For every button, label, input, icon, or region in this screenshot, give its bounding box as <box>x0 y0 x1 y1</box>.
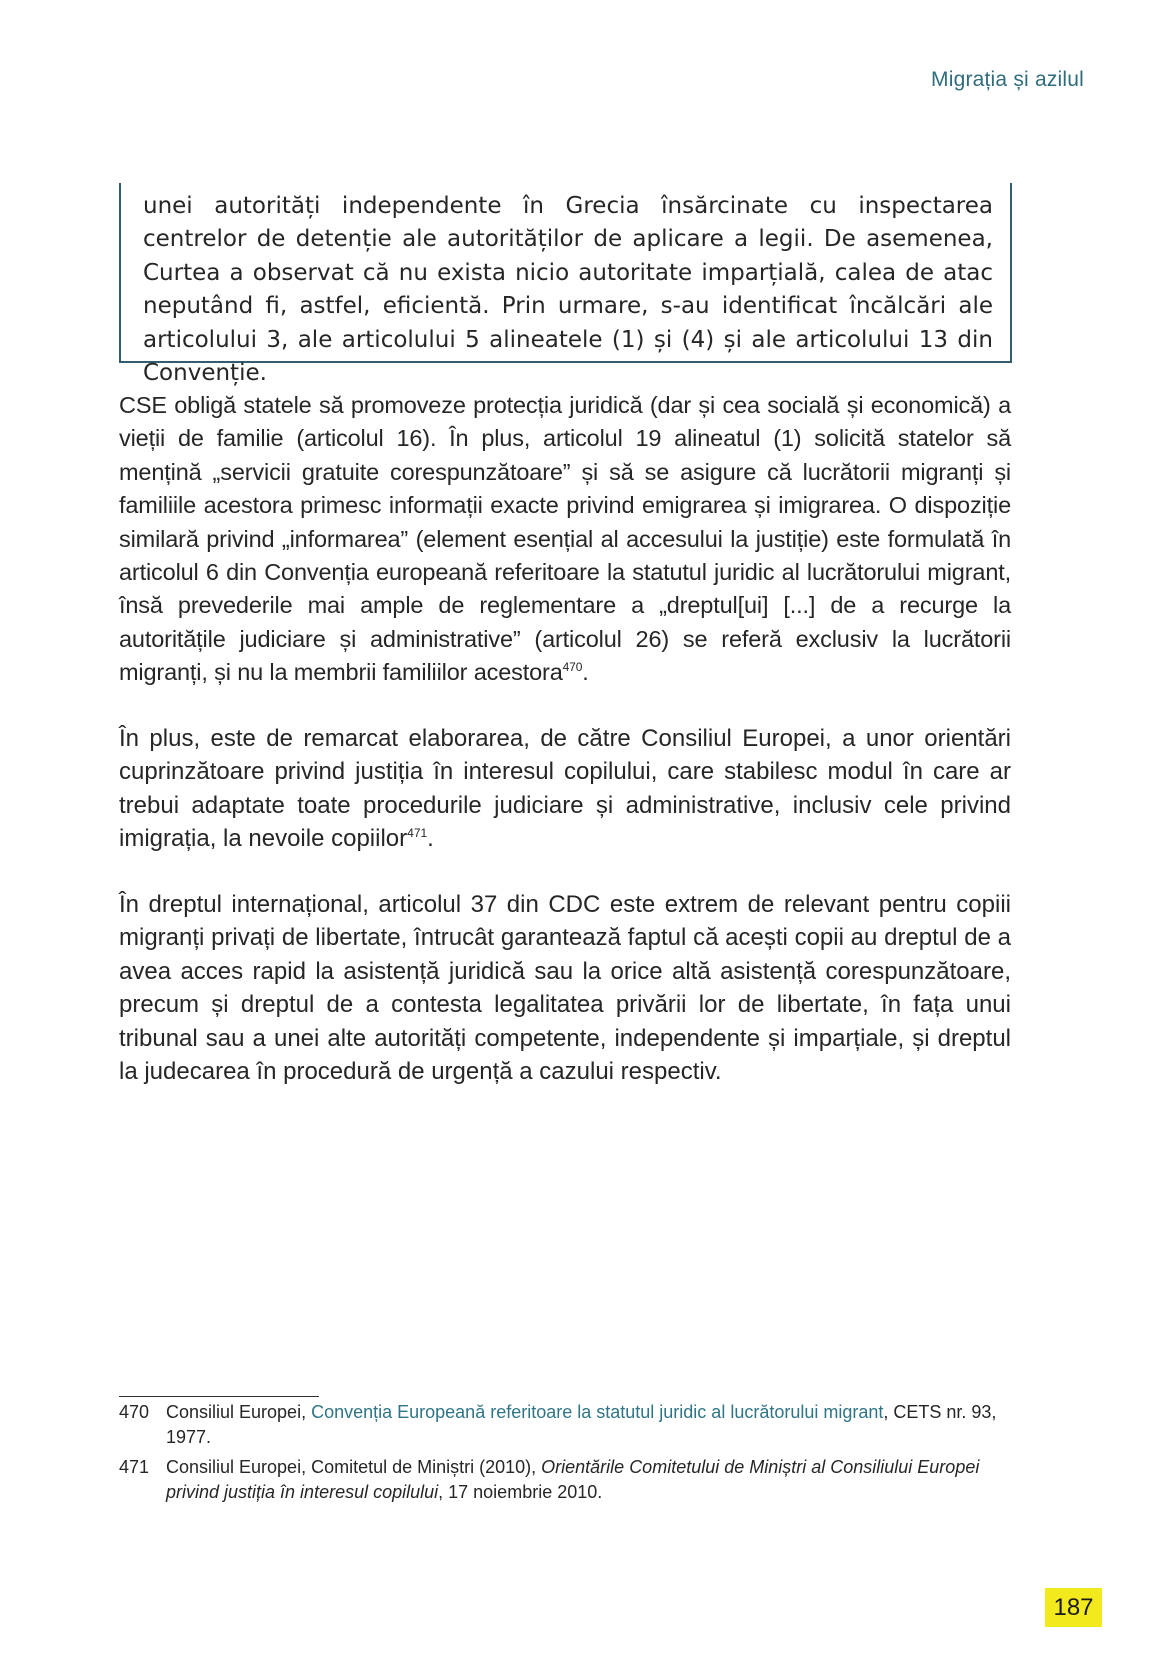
footnote-italic-title: Orientările Comitetului de Miniștri al Consiliului Europei privind justiția în interesul copilului <box>166 1457 980 1502</box>
paragraph-cse <box>119 389 1011 690</box>
paragraph-council-guidelines-end: . <box>427 825 434 853</box>
paragraph-cse-end: . <box>582 659 589 686</box>
running-header: Migrația și azilul <box>931 68 1084 91</box>
footnote-ref-471[interactable]: 471 <box>407 826 428 841</box>
footnote-number: 471 <box>119 1457 150 1477</box>
page-number-badge: 187 <box>1045 1588 1102 1627</box>
footnote-body <box>166 1400 1019 1450</box>
footnote-prefix: Consiliul Europei, <box>166 1402 312 1422</box>
paragraph-council-guidelines <box>119 722 1011 856</box>
footnote-prefix: Consiliul Europei, Comitetul de Miniștri (2010), <box>166 1457 542 1477</box>
footnote-number: 470 <box>119 1402 150 1422</box>
paragraph-international-law: În dreptul internațional, articolul 37 din CDC este extrem de relevant pentru copiii migranți privați de libertate, întrucât garantează faptul că acești copii au dreptul de a avea acces rapid la asistență juridică sau la orice altă asistență corespunzătoare, precum și dreptul de a contesta legalitatea privării lor de libertate, în fața unui tribunal sau a unei alte autorități competente, independente și imparțiale, și dreptul la judecarea în procedură de urgență a cazului respectiv. <box>119 891 1011 1086</box>
paragraph-council-guidelines-text: În plus, este de remarcat elaborarea, de către Consiliul Europei, a unor orientări cuprinzătoare privind justiția în interesul copilului, care stabilesc modul în care ar trebui adaptate toate procedurile judiciare și administrative, inclusiv cele privind imigrația, la nevoile copiilor <box>119 725 1011 853</box>
footnote-divider <box>119 1396 319 1397</box>
footnote-suffix: , 17 noiembrie 2010. <box>438 1482 603 1502</box>
paragraph-cse-text: CSE obligă statele să promoveze protecția juridică (dar și cea socială și economică) a vieții de familie (articolul 16). În plus, articolul 19 alineatul (1) solicită statelor să mențină „servicii gratuite corespunzătoare” și să se asigure că lucrătorii migranți și familiile acestora primesc informații exacte privind emigrarea și imigrarea. O dispoziție similară privind „informarea” (element esențial al accesului la justiție) este formulată în articolul 6 din Convenția europeană referitoare la statutul juridic al lucrătorului migrant, însă prevederile mai ample de reglementare a „dreptul[ui] [...] de a recurge la autoritățile judiciare și administrative” (articolul 26) se referă exclusiv la lucrătorii migranți, și nu la membrii familiilor acestora <box>119 392 1011 686</box>
footnote-ref-470[interactable]: 470 <box>562 660 583 675</box>
case-box <box>119 183 1012 387</box>
footnote-suffix: , CETS nr. 93, 1977. <box>166 1402 997 1447</box>
footnote-470 <box>119 1400 1019 1450</box>
footnote-body <box>166 1455 1019 1505</box>
footnote-471 <box>119 1455 1019 1505</box>
footnote-link[interactable]: Convenția Europeană referitoare la statutul juridic al lucrătorului migrant <box>311 1402 884 1422</box>
case-box-text: unei autorități independente în Grecia însărcinate cu inspectarea centrelor de detenție ale autorităților de aplicare a legii. De asemenea, Curtea a observat că nu exista nicio autoritate imparțială, calea de atac neputând fi, astfel, eficientă. Prin urmare, s-au identificat încălcări ale articolului 3, ale articolului 5 alineatele (1) și (4) și ale articolului 13 din Convenție. <box>143 193 993 387</box>
